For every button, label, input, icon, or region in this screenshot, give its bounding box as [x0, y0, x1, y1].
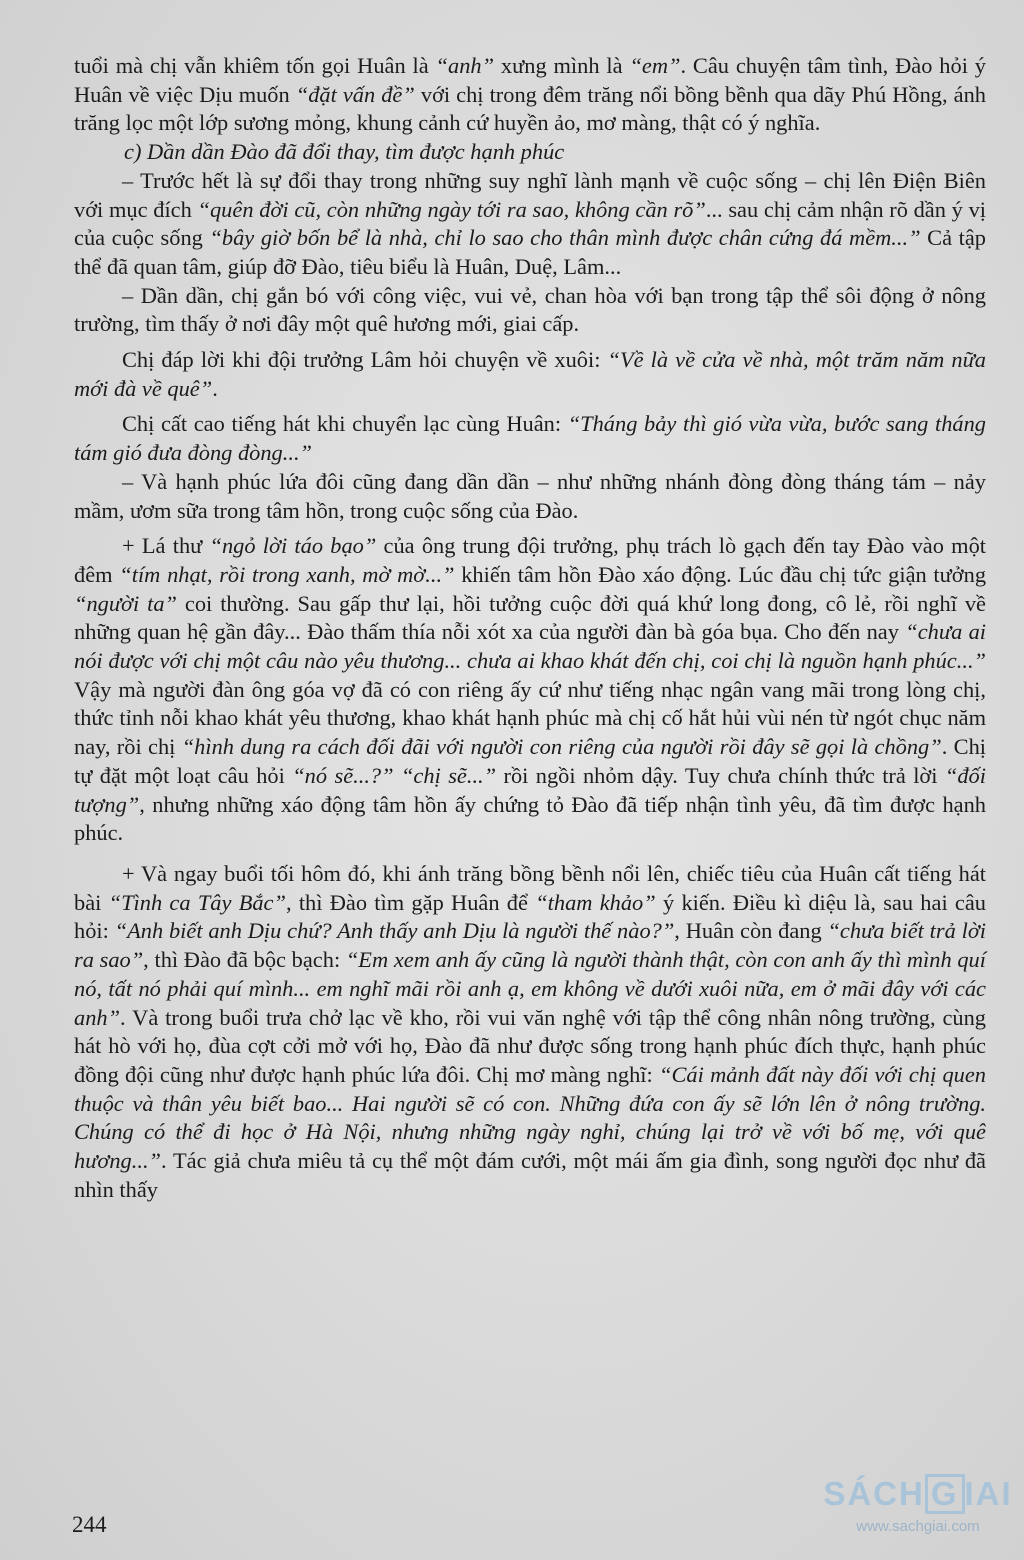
italic-quote: “bây giờ bốn bể là nhà, chỉ lo sao cho thân mình được chân cứng đá mềm...”: [209, 225, 921, 251]
text-run: . Tác giả chưa miêu tả cụ thể một đám cưới, một mái ấm gia đình, song người đọc như đã nhìn thấy: [74, 1148, 986, 1202]
paragraph: [74, 860, 986, 1204]
text-run: Cả tập thể đã quan tâm, giúp đỡ Đào, tiêu biểu là Huân, Duệ, Lâm...: [74, 225, 986, 279]
italic-quote: “ngỏ lời táo bạo”: [209, 533, 377, 559]
italic-quote: “Anh biết anh Dịu chứ? Anh thấy anh Dịu là người thế nào?”: [114, 918, 675, 944]
paragraph: [74, 532, 986, 848]
text-run: . Chị tự đặt một loạt câu hỏi: [74, 734, 987, 788]
paragraph: [74, 282, 986, 339]
italic-quote: “chị sẽ...”: [400, 762, 497, 788]
watermark-logo-left: SÁCH: [823, 1475, 925, 1512]
paragraph: [74, 468, 986, 525]
text-run: . Và trong buổi trưa chở lạc về kho, rồi vui văn nghệ với tập thể công nhân nông trường, cùng hát hò với họ, đùa cợt cởi mở với họ, Đào đã như được sống trong hạnh phúc đích thực, hạnh phúc đồng đội cũng như được hạnh phúc lứa đôi. Chị mơ màng nghĩ:: [74, 1004, 986, 1087]
section-heading: [74, 138, 986, 167]
italic-quote: “nó sẽ...?”: [292, 762, 394, 788]
body-text: [74, 52, 986, 1204]
italic-quote: “người ta”: [74, 590, 178, 616]
italic-quote: “Tình ca Tây Bắc”: [108, 889, 286, 915]
text-run: khiến tâm hồn Đào xáo động. Lúc đầu chị tức giận tưởng: [454, 561, 987, 587]
text-run: , Huân còn đang: [674, 918, 828, 944]
watermark-logo-box: G: [925, 1474, 965, 1514]
paragraph: [74, 346, 986, 403]
text-run: + Lá thư: [122, 533, 210, 559]
paragraph: [74, 52, 986, 138]
italic-quote: “Tháng bảy thì gió vừa vừa, bước sang tháng tám gió đưa đòng đòng...”: [74, 411, 987, 466]
italic-quote: “quên đời cũ, còn những ngày tới ra sao, không cần rõ”: [197, 196, 706, 222]
text-run: + Và ngay buổi tối hôm đó, khi ánh trăng bồng bềnh nổi lên, chiếc tiêu của Huân cất tiếng hát bài: [74, 860, 986, 915]
text-run: Chị cất cao tiếng hát khi chuyển lạc cùng Huân:: [122, 411, 568, 437]
watermark-url: www.sachgiai.com: [856, 1518, 980, 1535]
italic-quote: “đối tượng”: [74, 762, 986, 817]
italic-quote: “tím nhạt, rồi trong xanh, mờ mờ...”: [119, 561, 455, 587]
italic-quote: “chưa ai nói được với chị một câu nào yêu thương... chưa ai khao khát đến chị, coi chị là nguồn hạnh phúc...”: [74, 619, 986, 674]
watermark: [818, 1474, 1018, 1535]
page-number: 244: [72, 1512, 107, 1537]
italic-quote: “Em xem anh ấy cũng là người thành thật, còn con anh ấy thì mình quí nó, tất nó phải quí mình... em nghĩ mãi rồi anh ạ, em không về dưới xuôi nữa, em ở mãi đây với các anh”: [74, 947, 986, 1030]
text-run: , thì Đào đã bộc bạch:: [143, 947, 346, 973]
italic-quote: “chưa biết trả lời ra sao”: [74, 918, 986, 973]
text-run: Chị đáp lời khi đội trưởng Lâm hỏi chuyện về xuôi:: [122, 347, 608, 373]
italic-quote: “Về là về cửa về nhà, một trăm năm nữa mới đà về quê”: [74, 347, 986, 401]
text-run: xưng mình là: [494, 53, 630, 78]
watermark-logo: [818, 1474, 1018, 1514]
italic-quote: “tham khảo”: [535, 889, 656, 915]
italic-quote: “anh”: [435, 53, 495, 78]
text-run: của ông trung đội trưởng, phụ trách lò gạch đến tay Đào vào một đêm: [74, 533, 986, 587]
italic-quote: “em”: [629, 53, 681, 78]
text-run: với chị trong đêm trăng nổi bồng bềnh qua dãy Phú Hồng, ánh trăng lọc một lớp sương mỏng, khung cảnh cứ huyền ảo, mơ màng, thật có ý nghĩa.: [74, 81, 986, 136]
text-run: . Câu chuyện tâm tình, Đào hỏi ý Huân về việc Dịu muốn: [74, 53, 986, 107]
text-run: – Dần dần, chị gắn bó với công việc, vui vẻ, chan hòa với bạn trong tập thể sôi động ở nông trường, tìm thấy ở nơi đây một quê hương mới, giai cấp.: [74, 282, 986, 337]
paragraph: [74, 410, 986, 467]
italic-quote: “đặt vấn đề”: [295, 81, 415, 107]
italic-quote: “Cái mảnh đất này đối với chị quen thuộc và thân yêu biết bao... Hai người sẽ có con. Những đứa con ấy sẽ lớn lên ở nông trường. Chúng có thể đi học ở Hà Nội, nhưng những ngày nghỉ, chúng lại trở về với bố mẹ, với quê hương...”: [74, 1061, 986, 1174]
text-run: ... sau chị cảm nhận rõ dần ý vị của cuộc sống: [74, 196, 986, 251]
italic-quote: “hình dung ra cách đối đãi với người con riêng của người rồi đây sẽ gọi là chồng”: [181, 734, 942, 760]
italic-quote: c) Dần dần Đào đã đổi thay, tìm được hạnh phúc: [124, 139, 565, 165]
text-run: [394, 763, 401, 788]
text-run: tuổi mà chị vẫn khiêm tốn gọi Huân là: [74, 53, 436, 78]
text-run: .: [212, 375, 218, 401]
text-run: , thì Đào tìm gặp Huân để: [285, 889, 536, 915]
paragraph: [74, 167, 986, 282]
watermark-logo-right: IAI: [964, 1475, 1013, 1512]
text-run: ý kiến. Điều kì diệu là, sau hai câu hỏi:: [74, 889, 987, 944]
text-run: , nhưng những xáo động tâm hồn ấy chứng tỏ Đào đã tiếp nhận tình yêu, đã tìm được hạnh phúc.: [74, 791, 986, 846]
text-run: – Và hạnh phúc lứa đôi cũng đang dần dần – như những nhánh đòng đòng tháng tám – nảy mầm, ươm sữa trong tâm hồn, trong cuộc sống của Đào.: [74, 468, 986, 523]
text-run: rồi ngồi nhỏm dậy. Tuy chưa chính thức trả lời: [496, 762, 945, 788]
text-run: coi thường. Sau gấp thư lại, hồi tưởng cuộc đời quá khứ long đong, cô lẻ, rồi nghĩ về những quan hệ gần đây... Đào thấm thía nỗi xót xa của người đàn bà góa bụa. Cho đến nay: [74, 590, 986, 645]
text-run: – Trước hết là sự đổi thay trong những suy nghĩ lành mạnh về cuộc sống – chị lên Điện Biên với mục đích: [74, 167, 986, 222]
text-run: Vậy mà người đàn ông góa vợ đã có con riêng ấy cứ như tiếng nhạc ngân vang mãi trong lòng chị, thức tỉnh nỗi khao khát yêu thương, khao khát hạnh phúc mà chị cố hắt hủi vùi nén từ ngót chục năm nay, rồi chị: [74, 676, 986, 760]
